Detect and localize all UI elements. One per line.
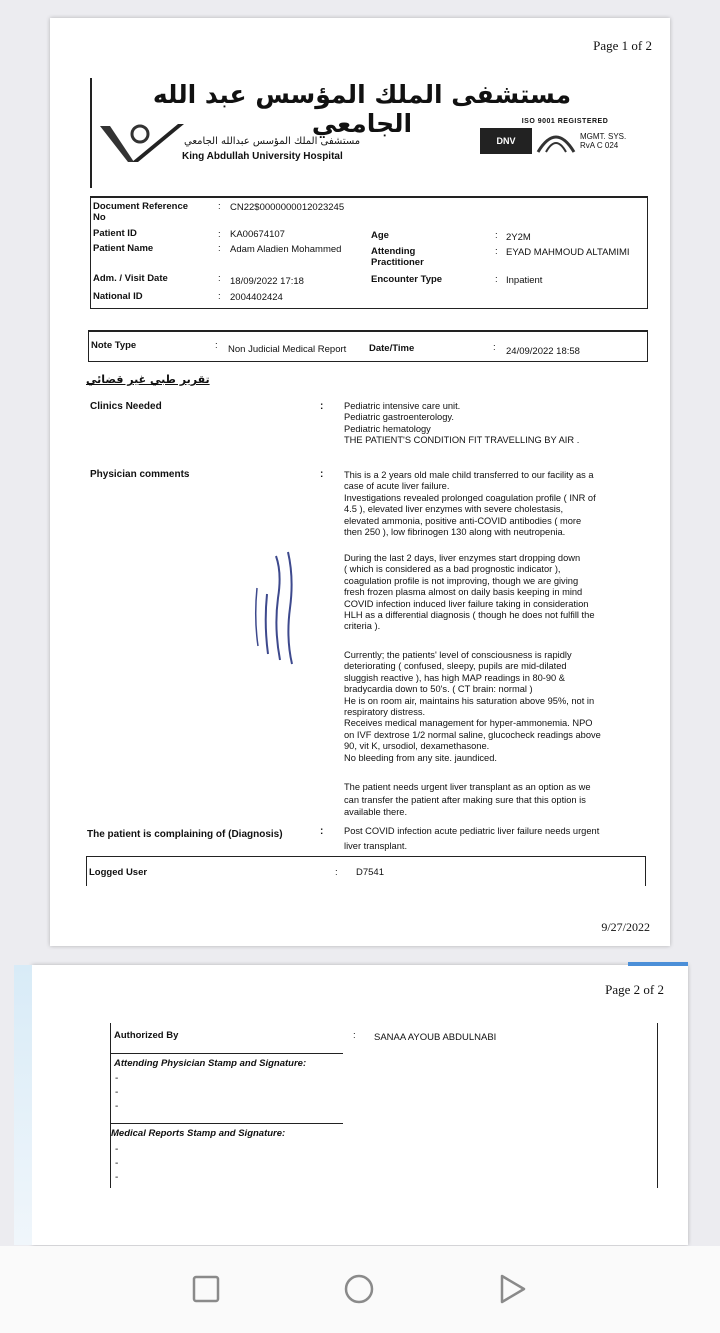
physician-comments-paragraph-4: The patient needs urgent liver transplant as an option as we can transfer the patient after making sure that this option is available there. bbox=[344, 782, 591, 818]
iso-certification-logo: ISO 9001 REGISTERED DNV MGMT. SYS. RvA C 024 bbox=[480, 118, 650, 174]
patient-id-value: KA00674107 bbox=[230, 229, 285, 240]
diagnosis-label: The patient is complaining of (Diagnosis) bbox=[87, 829, 283, 840]
date-time-label: Date/Time bbox=[369, 343, 415, 354]
attending-signature-label: Attending Physician Stamp and Signature: bbox=[114, 1058, 307, 1069]
age-value: 2Y2M bbox=[506, 232, 531, 243]
physician-comments-label: Physician comments bbox=[90, 469, 190, 480]
physician-comments-paragraph-2: During the last 2 days, liver enzymes start dropping down ( which is considered as a bad prognostic indicator ), coagulation profile is not improving, though we are giving fresh frozen plasma almost on daily basis keeping in mind COVID infection induced liver failure taking in consideration HLH as a differential diagnosis ( though he does not fulfill the criteria ). bbox=[344, 553, 595, 632]
doc-ref-value: CN22$0000000012023245 bbox=[230, 202, 345, 213]
age-label: Age bbox=[371, 230, 389, 241]
note-type-value: Non Judicial Medical Report bbox=[228, 344, 347, 355]
medical-reports-signature-label: Medical Reports Stamp and Signature: bbox=[111, 1128, 286, 1139]
physician-comments-paragraph-3: Currently; the patients' level of consciousness is rapidly deteriorating ( confused, sleepy, pupils are mid-dilated sluggish reactive ), has high MAP readings in 80-90 & bradycardia down to 50's. ( CT brain: normal ) He is on room air, maintains his saturation above 95%, not in respiratory distress. Receives medical management for hyper-ammonemia. NPO on IVF dextrose 1/2 normal saline, glucocheck readings above 90, vit K, ursodiol, dexamethasone. No bleeding from any site. jaundiced. bbox=[344, 650, 601, 763]
hospital-name-arabic-small: مستشفى الملك المؤسس عبدالله الجامعي bbox=[184, 136, 361, 147]
logged-user-label: Logged User bbox=[89, 867, 148, 878]
attending-label: Attending bbox=[371, 246, 416, 257]
report-page-1: Page 1 of 2 مستشفى الملك المؤسس عبد الله الجامعي مستشفى الملك المؤسس عبدالله الجامعي King Abdullah University Hospital ISO 9001 REGISTERED DNV MGMT. SYS. RvA C 024 Document Reference No : CN22$0000000012023245 Patient ID : KA00674107 Patient Name : Adam Aladien Mohammed Age : 2Y2M Attending Practitioner : EYAD MAHMOUD ALTAMIMI Adm. / Visit Date : 18/09/2022 17:18 Encounter Type : Inpatient National ID : 2004402424 Note Type : Non Judicial Medical Report Date/Time : 24/09/2022 18:58 تقرير طبي غير قضائي Clinics Needed : Pediatric intensive care unit. Pediatric gastroenterology. Pediatric hematology THE PATIENT'S CONDITION FIT TRAVELLING BY AIR . Physician comments : This is a 2 years old male child transferred to our facility as a case of acute liver failure. Investigations revealed prolonged coagulation profile ( INR of 4.5 ), elevated liver enzymes with severe cholestasis, elevated ammonia, positive anti-COVID antibodies ( more then 250 ), low fibrinogen 130 along with neutropenia. During the last 2 days, liver enzymes start dropping down ( which is considered as a bad prognostic indicator ), coagulation profile is not improving, though we are giving fresh frozen plasma almost on daily basis keeping in mind COVID infection induced liver failure taking in consideration HLH as a differential diagnosis ( though he does not fulfill the criteria ). Currently; the patients' level of consciousness is rapidly deteriorating ( confused, sleepy, pupils are mid-dilated sluggish reactive ), has high MAP readings in 80-90 & bradycardia down to 50's. ( CT brain: normal ) He is on room air, maintains his saturation above 95%, not in respiratory distress. Receives medical management for hyper-ammonemia. NPO on IVF dextrose 1/2 normal saline, glucocheck readings above 90, vit K, ursodiol, dexamethasone. No bleeding from any site. jaundiced. The patient needs urgent liver transplant as an option as we can transfer the patient after making sure that this option is available there. The patient is complaining of (Diagnosis) : Post COVID infection acute pediatric liver failure needs urgent liver transplant. Logged User : D7541 9/27/2022 bbox=[50, 18, 670, 946]
diagnosis-text: Post COVID infection acute pediatric liver failure needs urgent liver transplant. bbox=[344, 826, 600, 851]
handwritten-stamp bbox=[240, 548, 300, 668]
hospital-name-arabic: مستشفى الملك المؤسس عبد الله الجامعي bbox=[152, 80, 572, 138]
encounter-type-value: Inpatient bbox=[506, 275, 543, 286]
recents-icon[interactable] bbox=[190, 1273, 222, 1305]
authorized-by-label: Authorized By bbox=[114, 1030, 179, 1041]
encounter-type-label: Encounter Type bbox=[371, 274, 443, 285]
national-id-value: 2004402424 bbox=[230, 292, 283, 303]
note-type-box: Note Type : Non Judicial Medical Report Date/Time : 24/09/2022 18:58 bbox=[88, 330, 648, 362]
logged-user-box: Logged User : D7541 bbox=[86, 856, 646, 886]
dnv-logo: DNV bbox=[480, 128, 532, 154]
clinics-needed-label: Clinics Needed bbox=[90, 401, 162, 412]
patient-name-value: Adam Aladien Mohammed bbox=[230, 244, 342, 255]
date-time-value: 24/09/2022 18:58 bbox=[506, 346, 580, 357]
authorized-by-value: SANAA AYOUB ABDULNABI bbox=[374, 1032, 497, 1043]
page-number: Page 2 of 2 bbox=[605, 982, 664, 997]
certification-mark-icon bbox=[536, 128, 576, 154]
report-page-2 bbox=[32, 965, 688, 1245]
hospital-name-english: King Abdullah University Hospital bbox=[182, 151, 343, 162]
mgmt-sys-label: MGMT. SYS. RvA C 024 bbox=[580, 132, 627, 150]
adm-date-value: 18/09/2022 17:18 bbox=[230, 276, 304, 287]
back-icon[interactable] bbox=[496, 1273, 528, 1305]
patient-info-box: Document Reference No : CN22$0000000012023245 Patient ID : KA00674107 Patient Name : Adam Aladien Mohammed Age : 2Y2M Attending Practitioner : EYAD MAHMOUD ALTAMIMI Adm. / Visit Date : 18/09/2022 17:18 Encounter Type : Inpatient National ID : 2004402424 bbox=[90, 196, 648, 309]
report-title-arabic: تقرير طبي غير قضائي bbox=[86, 373, 210, 386]
clinics-needed-text: Pediatric intensive care unit. Pediatric gastroenterology. Pediatric hematology THE PATIENT'S CONDITION FIT TRAVELLING BY AIR . bbox=[344, 401, 580, 446]
patient-name-label: Patient Name bbox=[93, 243, 154, 254]
physician-comments-paragraph-1: This is a 2 years old male child transferred to our facility as a case of acute liver failure. Investigations revealed prolonged coagulation profile ( INR of 4.5 ), elevated liver enzymes with severe cholestasis, elevated ammonia, positive anti-COVID antibodies ( more then 250 ), low fibrinogen 130 along with neutropenia. bbox=[344, 470, 596, 538]
doc-ref-label: Document Reference bbox=[93, 201, 189, 212]
note-type-label: Note Type bbox=[91, 340, 137, 351]
hospital-logo bbox=[98, 118, 188, 166]
authorization-box: Authorized By : SANAA AYOUB ABDULNABI Attending Physician Stamp and Signature: - - - Medical Reports Stamp and Signature: - - - bbox=[110, 1023, 658, 1188]
home-icon[interactable] bbox=[343, 1273, 375, 1305]
page-number: Page 1 of 2 bbox=[593, 38, 652, 53]
national-id-label: National ID bbox=[93, 291, 143, 302]
adm-date-label: Adm. / Visit Date bbox=[93, 273, 168, 284]
patient-id-label: Patient ID bbox=[93, 228, 137, 239]
print-date: 9/27/2022 bbox=[601, 920, 650, 934]
logged-user-value: D7541 bbox=[356, 867, 384, 878]
attending-value: EYAD MAHMOUD ALTAMIMI bbox=[506, 247, 630, 258]
